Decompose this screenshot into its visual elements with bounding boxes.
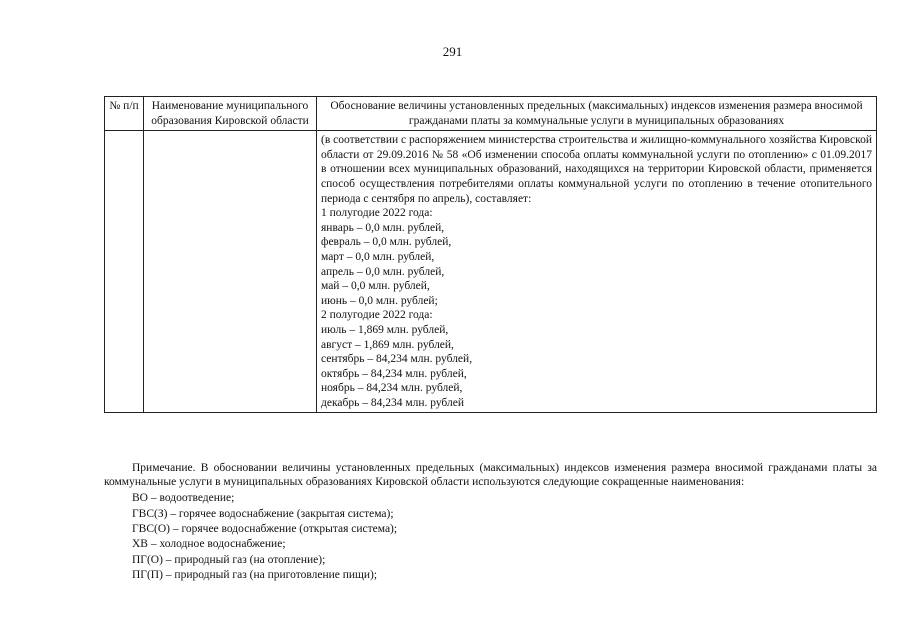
list-item: октябрь – 84,234 млн. рублей,: [321, 367, 467, 380]
list-item: июль – 1,869 млн. рублей,: [321, 323, 449, 336]
list-item: ноябрь – 84,234 млн. рублей,: [321, 382, 463, 395]
list-item: январь – 0,0 млн. рублей,: [321, 221, 445, 234]
list-item: ПГ(П) – природный газ (на приготовление пищи);: [132, 569, 378, 582]
note-paragraph: Примечание. В обосновании величины установленных предельных (максимальных) индексов изменения размера вносимой гражданами платы за коммунальные услуги в муниципальных образованиях Кировской области используются следующие сокращенные наименования:: [104, 462, 877, 488]
list-item: август – 1,869 млн. рублей,: [321, 338, 454, 351]
table-header-row: [105, 97, 877, 131]
list-item: 1 полугодие 2022 года:: [321, 207, 433, 220]
header-number: № п/п: [105, 97, 144, 131]
note-section: [104, 462, 877, 584]
list-item: ПГ(О) – природный газ (на отопление);: [132, 553, 326, 566]
header-municipality-name: Наименование муниципального образования Кировской области: [144, 97, 317, 131]
cell-number: [105, 131, 144, 413]
justification-paragraph: (в соответствии с распоряжением министерства строительства и жилищно-коммунального хозяйства Кировской области от 29.09.2016 № 58 «Об изменении способа оплаты коммунальной услуги по отоплению» с 01.09.2017 в отношении всех муниципальных образований, находящихся на территории Кировской области, применяется способ осуществления потребителями оплаты коммунальной услуги по отоплению в течение отопительного периода с сентября по апрель), составляет:: [321, 134, 872, 205]
table-row: [105, 131, 877, 413]
list-item: декабрь – 84,234 млн. рублей: [321, 396, 464, 409]
tariff-justification-table: [104, 96, 877, 413]
cell-municipality-name: [144, 131, 317, 413]
page-number: 291: [442, 44, 463, 59]
list-item: ХВ – холодное водоснабжение;: [132, 538, 286, 551]
monthly-payments-list: [321, 206, 872, 410]
list-item: ГВС(О) – горячее водоснабжение (открытая система);: [132, 523, 398, 535]
list-item: февраль – 0,0 млн. рублей,: [321, 236, 452, 249]
cell-justification: [317, 131, 877, 413]
list-item: ВО – водоотведение;: [132, 492, 235, 505]
list-item: июнь – 0,0 млн. рублей;: [321, 294, 438, 307]
list-item: ГВС(З) – горячее водоснабжение (закрытая система);: [132, 507, 394, 520]
list-item: апрель – 0,0 млн. рублей,: [321, 265, 445, 278]
list-item: 2 полугодие 2022 года:: [321, 309, 433, 322]
list-item: сентябрь – 84,234 млн. рублей,: [321, 353, 473, 366]
abbreviation-list: [132, 491, 877, 583]
list-item: март – 0,0 млн. рублей,: [321, 250, 435, 263]
list-item: май – 0,0 млн. рублей,: [321, 280, 430, 293]
header-justification: Обоснование величины установленных предельных (максимальных) индексов изменения размера вносимой гражданами платы за коммунальные услуги в муниципальных образованиях: [317, 97, 877, 131]
